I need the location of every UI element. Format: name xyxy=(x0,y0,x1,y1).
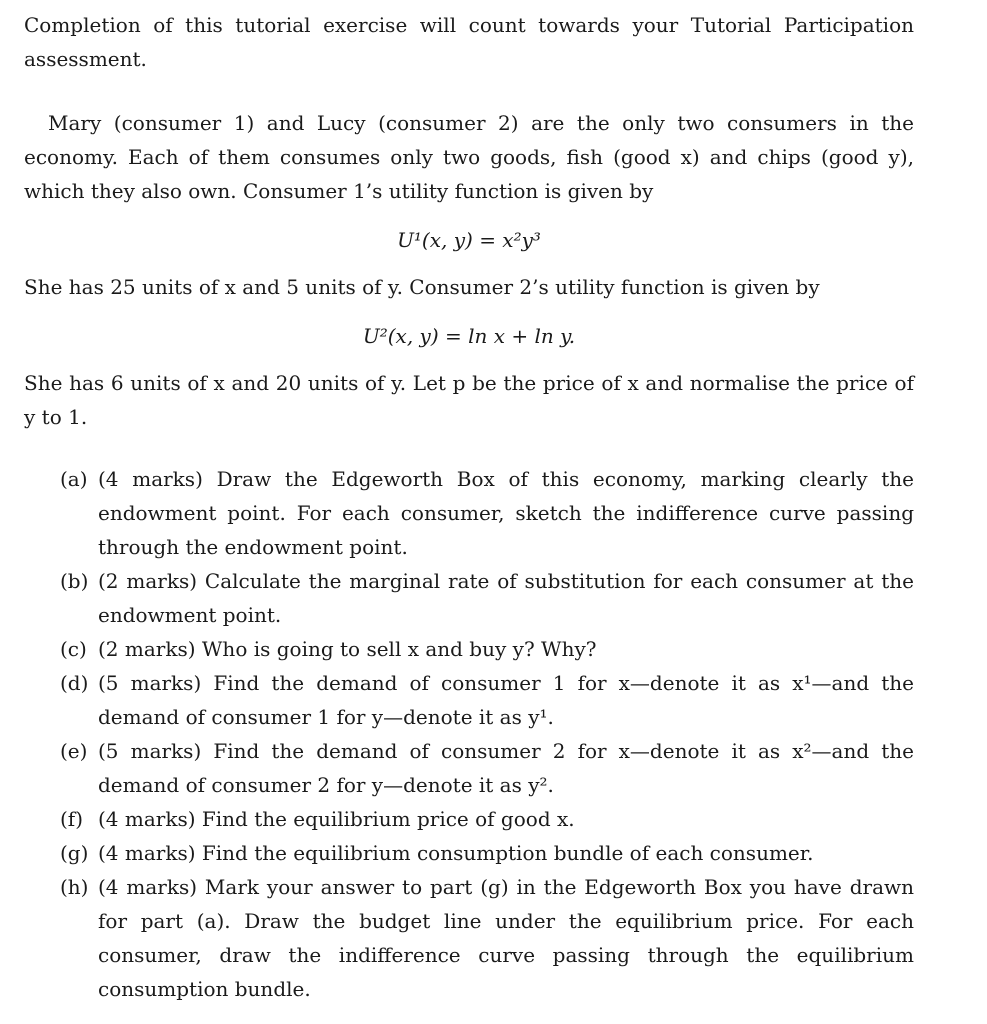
utility-function-consumer-1: U¹(x, y) = x²y³ xyxy=(397,228,541,252)
question-item xyxy=(60,632,914,666)
question-label: (c) xyxy=(60,637,87,661)
question-label: (d) xyxy=(60,671,89,695)
assessment-note: Completion of this tutorial exercise will count towards your Tutorial Participation assessment. xyxy=(24,13,914,71)
problem-intro: Mary (consumer 1) and Lucy (consumer 2) are the only two consumers in the economy. Each of them consumes only two goods, fish (good x) and chips (good y), which they also own. Consumer 1’s utility function is given by xyxy=(24,111,914,203)
question-label: (f) xyxy=(60,807,84,831)
question-text: (4 marks) Draw the Edgeworth Box of this economy, marking clearly the endowment point. For each consumer, sketch the indifference curve passing through the endowment point. xyxy=(98,467,914,559)
worksheet-page xyxy=(24,8,914,1006)
question-label: (e) xyxy=(60,739,88,763)
question-item xyxy=(60,666,914,734)
question-item xyxy=(60,802,914,836)
question-item xyxy=(60,564,914,632)
question-label: (b) xyxy=(60,569,89,593)
question-text: (5 marks) Find the demand of consumer 2 for x—denote it as x²—and the demand of consumer 2 for y—denote it as y². xyxy=(98,739,914,797)
question-text: (4 marks) Mark your answer to part (g) in the Edgeworth Box you have drawn for part (a). Draw the budget line under the equilibrium price. For each consumer, draw the indifference curve passing through the equilibrium consumption bundle. xyxy=(98,875,914,1001)
question-item xyxy=(60,836,914,870)
endowment-consumer-2: She has 6 units of x and 20 units of y. Let p be the price of x and normalise the price of y to 1. xyxy=(24,371,914,429)
question-label: (g) xyxy=(60,841,89,865)
question-text: (2 marks) Who is going to sell x and buy y? Why? xyxy=(98,637,597,661)
question-item xyxy=(60,462,914,564)
utility-function-consumer-2: U²(x, y) = ln x + ln y. xyxy=(362,324,576,348)
question-item xyxy=(60,734,914,802)
question-text: (5 marks) Find the demand of consumer 1 for x—denote it as x¹—and the demand of consumer 1 for y—denote it as y¹. xyxy=(98,671,914,729)
question-text: (2 marks) Calculate the marginal rate of substitution for each consumer at the endowment point. xyxy=(98,569,914,627)
question-item xyxy=(60,870,914,1006)
question-list xyxy=(24,462,914,1006)
question-label: (a) xyxy=(60,467,88,491)
question-text: (4 marks) Find the equilibrium price of good x. xyxy=(98,807,575,831)
endowment-consumer-1: She has 25 units of x and 5 units of y. Consumer 2’s utility function is given by xyxy=(24,275,820,299)
question-text: (4 marks) Find the equilibrium consumption bundle of each consumer. xyxy=(98,841,814,865)
question-label: (h) xyxy=(60,875,89,899)
